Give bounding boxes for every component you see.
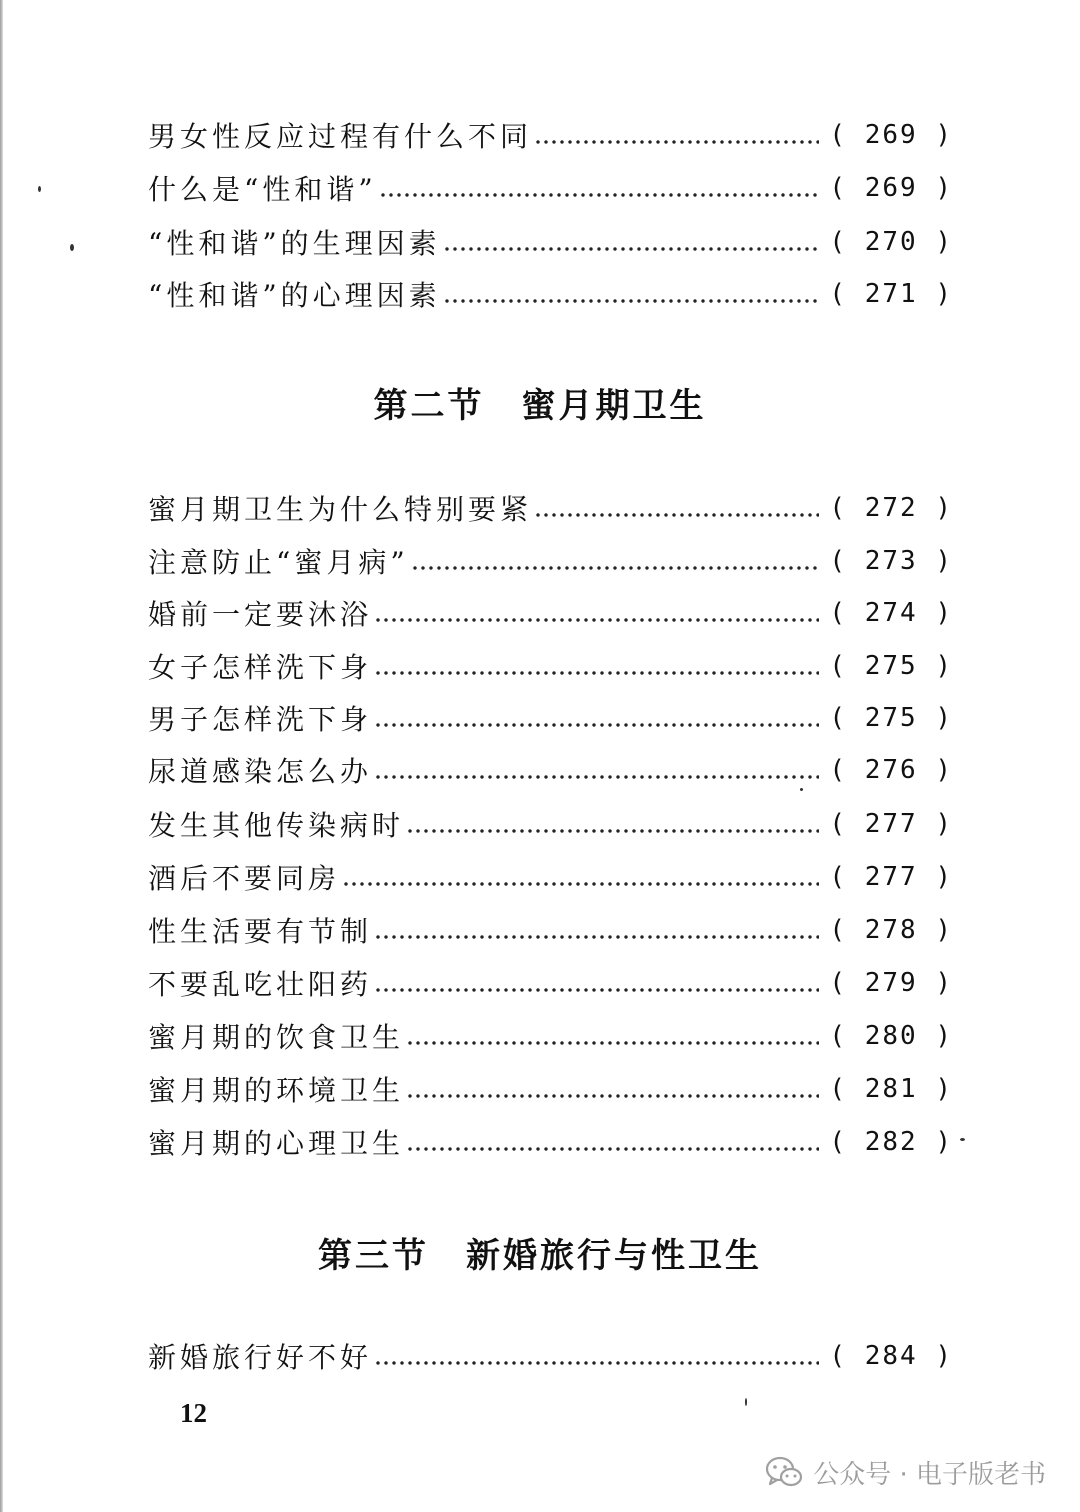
toc-leader-dots — [406, 1069, 819, 1109]
toc-entry — [148, 593, 953, 633]
toc-entry-title: 注意防止“蜜月病” — [148, 546, 409, 579]
toc-entry — [148, 488, 953, 528]
toc-entry-page: ( 279 ) — [829, 968, 953, 998]
toc-entry-title: 发生其他传染病时 — [148, 809, 405, 842]
toc-entry — [148, 646, 953, 686]
section-heading: 第二节 蜜月期卫生 — [373, 386, 707, 426]
scan-speck — [70, 244, 74, 251]
toc-entry — [148, 963, 953, 1003]
toc-entry — [148, 115, 953, 155]
toc-entry — [148, 750, 953, 790]
toc-entry-page: ( 273 ) — [829, 546, 953, 576]
toc-leader-dots — [374, 593, 819, 633]
section-heading: 第三节 新婚旅行与性卫生 — [318, 1236, 762, 1276]
toc-leader-dots — [443, 274, 819, 314]
toc-leader-dots — [406, 1016, 819, 1056]
toc-entry-page: ( 281 ) — [829, 1074, 953, 1104]
toc-entry-page: ( 271 ) — [829, 279, 953, 309]
toc-entry-title: 蜜月期卫生为什么特别要紧 — [148, 493, 533, 526]
toc-entry-title: 蜜月期的饮食卫生 — [148, 1021, 405, 1054]
toc-entry — [148, 168, 953, 208]
toc-entry-title: 女子怎样洗下身 — [148, 651, 373, 684]
toc-entry-page: ( 272 ) — [829, 493, 953, 523]
toc-leader-dots — [374, 698, 819, 738]
toc-leader-dots — [443, 222, 819, 262]
toc-entry — [148, 1069, 953, 1109]
scan-speck — [800, 788, 803, 791]
toc-entry-title: 蜜月期的心理卫生 — [148, 1127, 405, 1160]
toc-leader-dots — [374, 1336, 819, 1376]
toc-entry — [148, 804, 953, 844]
toc-entry-title: 性生活要有节制 — [148, 915, 373, 948]
toc-leader-dots — [374, 646, 819, 686]
toc-entry-title: 尿道感染怎么办 — [148, 755, 373, 788]
toc-leader-dots — [534, 115, 819, 155]
scan-speck — [38, 186, 41, 192]
toc-entry-page: ( 277 ) — [829, 809, 953, 839]
toc-entry-title: 婚前一定要沐浴 — [148, 598, 373, 631]
toc-entry-title: 新婚旅行好不好 — [148, 1341, 373, 1374]
toc-entry-page: ( 275 ) — [829, 703, 953, 733]
toc-entry — [148, 274, 953, 314]
toc-entry — [148, 1336, 953, 1376]
scan-speck — [745, 1398, 747, 1406]
toc-entry-title: 酒后不要同房 — [148, 862, 341, 895]
toc-leader-dots — [374, 750, 819, 790]
watermark-text: 公众号 · 电子版老书 — [813, 1459, 1046, 1490]
toc-entry — [148, 541, 953, 581]
toc-leader-dots — [406, 804, 819, 844]
toc-entry-title: 什么是“性和谐” — [148, 173, 377, 206]
toc-leader-dots — [411, 541, 819, 581]
toc-entry-title: “性和谐”的生理因素 — [148, 227, 441, 260]
page-number: 12 — [180, 1398, 207, 1428]
toc-entry — [148, 857, 953, 897]
toc-entry-page: ( 276 ) — [829, 755, 953, 785]
toc-entry-page: ( 274 ) — [829, 598, 953, 628]
toc-entry — [148, 1122, 953, 1162]
toc-entry-page: ( 277 ) — [829, 862, 953, 892]
toc-entry-title: “性和谐”的心理因素 — [148, 279, 441, 312]
toc-leader-dots — [534, 488, 819, 528]
toc-entry — [148, 698, 953, 738]
toc-entry — [148, 222, 953, 262]
toc-entry-page: ( 282 ) — [829, 1127, 953, 1157]
toc-entry-page: ( 284 ) — [829, 1341, 953, 1371]
toc-entry-title: 男女性反应过程有什么不同 — [148, 120, 533, 153]
scan-speck — [960, 1138, 965, 1141]
toc-leader-dots — [406, 1122, 819, 1162]
watermark — [765, 1452, 1046, 1492]
toc-entry-page: ( 270 ) — [829, 227, 953, 257]
toc-entry-page: ( 269 ) — [829, 120, 953, 150]
scan-edge-shadow — [0, 0, 3, 1512]
toc-entry-page: ( 280 ) — [829, 1021, 953, 1051]
toc-entry — [148, 910, 953, 950]
toc-entry-page: ( 275 ) — [829, 651, 953, 681]
toc-entry-page: ( 278 ) — [829, 915, 953, 945]
toc-entry-title: 不要乱吃壮阳药 — [148, 968, 373, 1001]
toc-entry-title: 男子怎样洗下身 — [148, 703, 373, 736]
toc-leader-dots — [342, 857, 819, 897]
toc-leader-dots — [379, 168, 819, 208]
toc-leader-dots — [374, 910, 819, 950]
toc-entry-title: 蜜月期的环境卫生 — [148, 1074, 405, 1107]
toc-entry — [148, 1016, 953, 1056]
toc-entry-page: ( 269 ) — [829, 173, 953, 203]
toc-leader-dots — [374, 963, 819, 1003]
wechat-icon — [765, 1456, 803, 1488]
